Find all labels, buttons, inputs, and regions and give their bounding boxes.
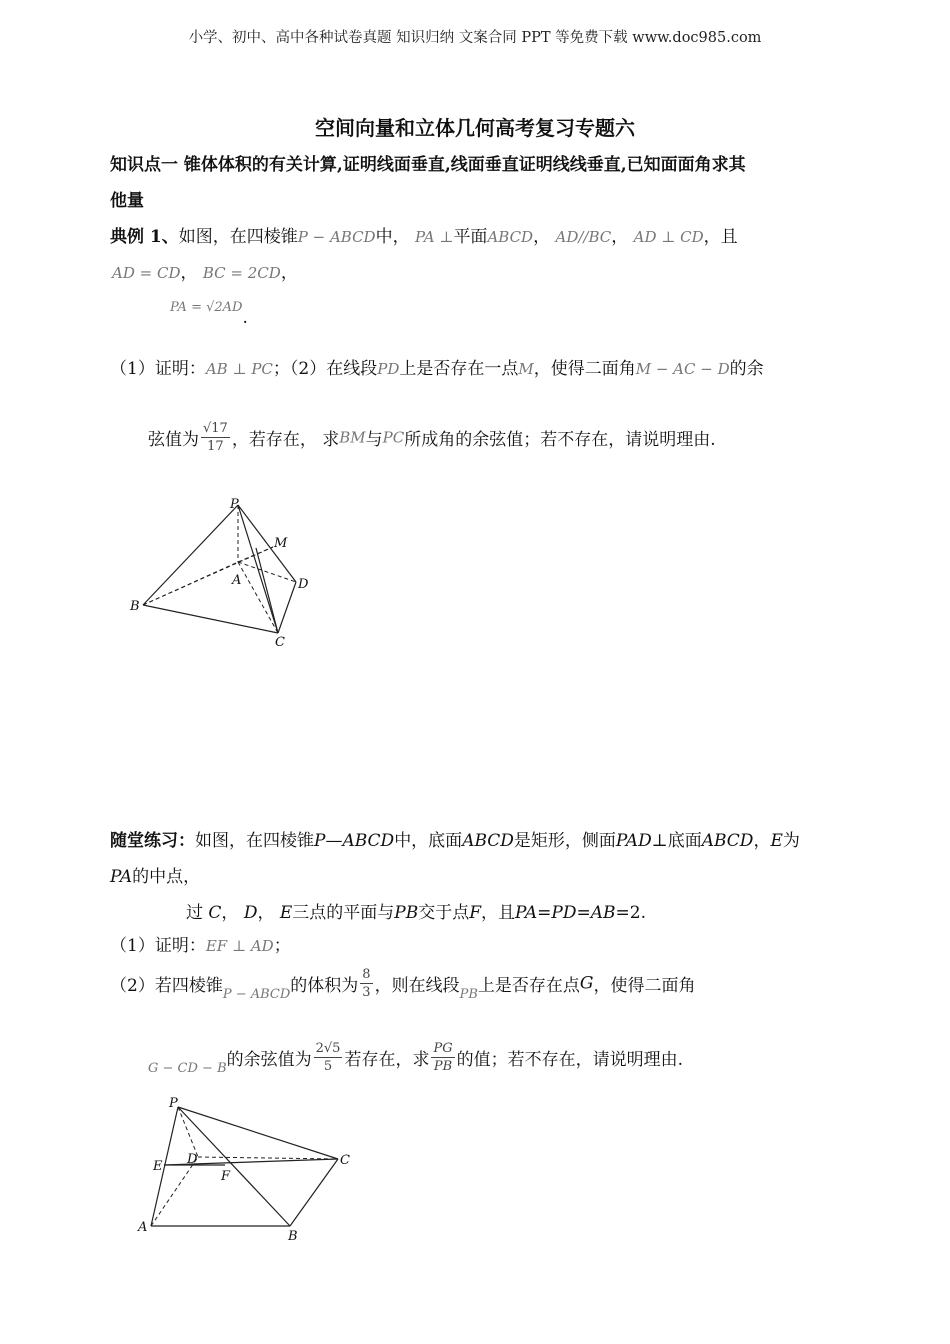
text: 平面 (453, 227, 488, 247)
math: PA = √2AD (170, 300, 243, 315)
fraction-numerator: PG (433, 1041, 453, 1056)
math: P (314, 831, 326, 851)
text: ， (280, 263, 298, 283)
example1-line3 (170, 296, 248, 328)
math: ABCD (701, 831, 754, 851)
math: P − ABCD (297, 228, 376, 246)
fraction-denominator: 5 (323, 1059, 333, 1074)
practice-q1 (110, 931, 291, 956)
label-D: D (298, 577, 309, 592)
fraction-numerator: √17 (203, 421, 228, 436)
math: PB (394, 903, 419, 923)
practice-q2-line1 (110, 966, 695, 1002)
text: 过 (186, 903, 203, 923)
text: — (325, 831, 343, 851)
math: ABCD (487, 228, 534, 246)
math: E (770, 831, 783, 851)
fraction (431, 1040, 454, 1075)
math: C (208, 903, 222, 923)
math: ABCD (462, 831, 514, 851)
math: PC (382, 428, 405, 447)
text: 是矩形，侧面 (513, 831, 616, 851)
label-E: E (153, 1159, 163, 1174)
text: ； (273, 936, 291, 956)
text: ，且 (703, 227, 738, 247)
label-B: B (288, 1229, 298, 1243)
example1-line1 (110, 222, 738, 247)
label-B: B (130, 599, 140, 614)
text: （1）证明： (110, 936, 206, 956)
fraction (201, 420, 230, 455)
fraction-denominator: 3 (362, 985, 371, 1000)
label-C: C (275, 635, 285, 650)
math: F (469, 903, 482, 923)
text: ，使得二面角 (593, 976, 696, 996)
math: PA (110, 867, 133, 887)
math: G (579, 973, 594, 994)
label-F: F (221, 1169, 231, 1184)
example1-line2 (112, 258, 298, 283)
page-title: 空间向量和立体几何高考复习专题六 (315, 116, 635, 140)
label-P: P (230, 497, 239, 512)
text: ⊥底面 (651, 831, 702, 851)
text: ， (180, 263, 198, 283)
text: 所成角的余弦值；若不存在，请说明理由. (404, 430, 716, 450)
example-label: 典例 1、 (110, 227, 179, 247)
text: 如图，在四棱锥 (195, 831, 314, 851)
text: （2）若四棱锥 (110, 976, 223, 996)
text: 若存在，求 (344, 1050, 430, 1070)
text: 上是否存在点 (477, 976, 580, 996)
text: 中，底面 (394, 831, 463, 851)
text: ，若存在， 求 (231, 430, 340, 450)
text: ，使得二面角 (533, 359, 636, 379)
pyramid-figure-1 (120, 490, 330, 655)
label-M: M (274, 536, 288, 551)
fraction-denominator: 17 (207, 439, 224, 454)
text: ，且 (481, 903, 516, 923)
example1-questions-line2 (148, 420, 716, 455)
pyramid-figure-2 (135, 1093, 360, 1243)
text: 中， (375, 227, 410, 247)
fraction (314, 1040, 343, 1075)
text: ；（2）在线段 (272, 359, 378, 379)
practice-line1 (110, 826, 800, 851)
math: PB (459, 987, 478, 1002)
label-D: D (187, 1152, 198, 1167)
text: 弦值为 (148, 430, 199, 450)
label-P: P (169, 1096, 178, 1111)
text: 为 (782, 831, 800, 851)
text: ， (611, 227, 629, 247)
label-A: A (138, 1220, 148, 1235)
math: G − CD − B (148, 1061, 227, 1076)
math: AD ⊥ CD (633, 228, 704, 246)
text: 的值；若不存在，请说明理由. (456, 1050, 683, 1070)
label-C: C (340, 1153, 350, 1168)
math: M − AC − D (635, 360, 730, 378)
math: PA=PD=AB= (515, 903, 630, 923)
math: ABCD (342, 831, 395, 851)
practice-q2-line2 (148, 1040, 683, 1076)
fraction-denominator: PB (433, 1059, 453, 1074)
practice-line3 (186, 898, 646, 923)
page-header: 小学、初中、高中各种试卷真题 知识归纳 文案合同 PPT 等免费下载 www.doc985.com (188, 30, 762, 46)
text: . (242, 308, 248, 328)
fraction (360, 966, 372, 1001)
text: 三点的平面与 (292, 903, 395, 923)
text: 如图，在四棱锥 (178, 227, 298, 247)
text: 交于点 (418, 903, 470, 923)
text: 的余弦值为 (226, 1050, 312, 1070)
practice-label: 随堂练习： (110, 831, 195, 851)
text: 的体积为 (290, 976, 359, 996)
math: M (518, 360, 534, 378)
text: 上是否存在一点 (399, 359, 519, 379)
text: ，则在线段 (374, 976, 460, 996)
text: 2. (629, 903, 646, 923)
text: （1）证明： (110, 359, 206, 379)
math: E (279, 903, 293, 923)
practice-line2 (110, 862, 200, 887)
text: ， (257, 903, 275, 923)
math: AD//BC (555, 228, 612, 246)
math: PD (377, 360, 400, 378)
label-A: A (232, 573, 242, 588)
text: 的余 (729, 359, 764, 379)
fraction-numerator: 8 (362, 967, 371, 982)
section1-heading-line1: 知识点一 锥体体积的有关计算,证明线面垂直,线面垂直证明线线垂直,已知面面角求其 (110, 155, 746, 175)
text: 与 (365, 430, 383, 450)
text: 的中点， (132, 867, 201, 887)
fraction-numerator: 2√5 (315, 1041, 341, 1056)
text: ， (221, 903, 239, 923)
text: ， (753, 831, 771, 851)
math: PAD (615, 831, 652, 851)
math: BM (339, 428, 366, 447)
math: AD = CD (112, 264, 181, 282)
math: P − ABCD (222, 987, 291, 1002)
example1-questions-line (110, 354, 764, 379)
math: AB ⊥ PC (205, 360, 273, 378)
math: D (243, 903, 258, 923)
section1-heading-line2: 他量 (110, 191, 144, 211)
math: EF ⊥ AD (205, 937, 274, 955)
math: BC = 2CD (202, 264, 281, 282)
math: PA ⊥ (415, 228, 454, 246)
text: ， (533, 227, 551, 247)
